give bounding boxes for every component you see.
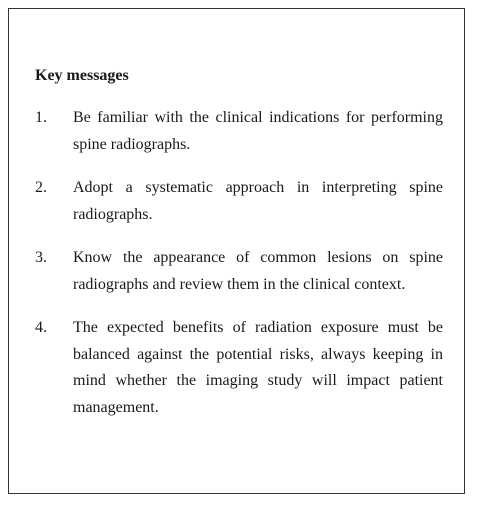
key-messages-list	[35, 105, 443, 438]
list-item	[35, 175, 443, 228]
list-item	[35, 105, 443, 158]
item-number: 3.	[35, 249, 47, 266]
item-text: Be familiar with the clinical indications for performing spine radiographs.	[73, 109, 443, 153]
item-number: 4.	[35, 319, 47, 336]
key-messages-heading: Key messages	[35, 67, 129, 84]
item-number: 1.	[35, 109, 47, 126]
item-text: The expected benefits of radiation exposure must be balanced against the potential risks, always keeping in mind whether the imaging study will impact patient management.	[73, 319, 443, 416]
item-text: Know the appearance of common lesions on spine radiographs and review them in the clinical context.	[73, 249, 443, 293]
list-item	[35, 245, 443, 298]
key-messages-box	[8, 8, 465, 494]
item-number: 2.	[35, 179, 47, 196]
list-item	[35, 315, 443, 421]
item-text: Adopt a systematic approach in interpreting spine radiographs.	[73, 179, 443, 223]
